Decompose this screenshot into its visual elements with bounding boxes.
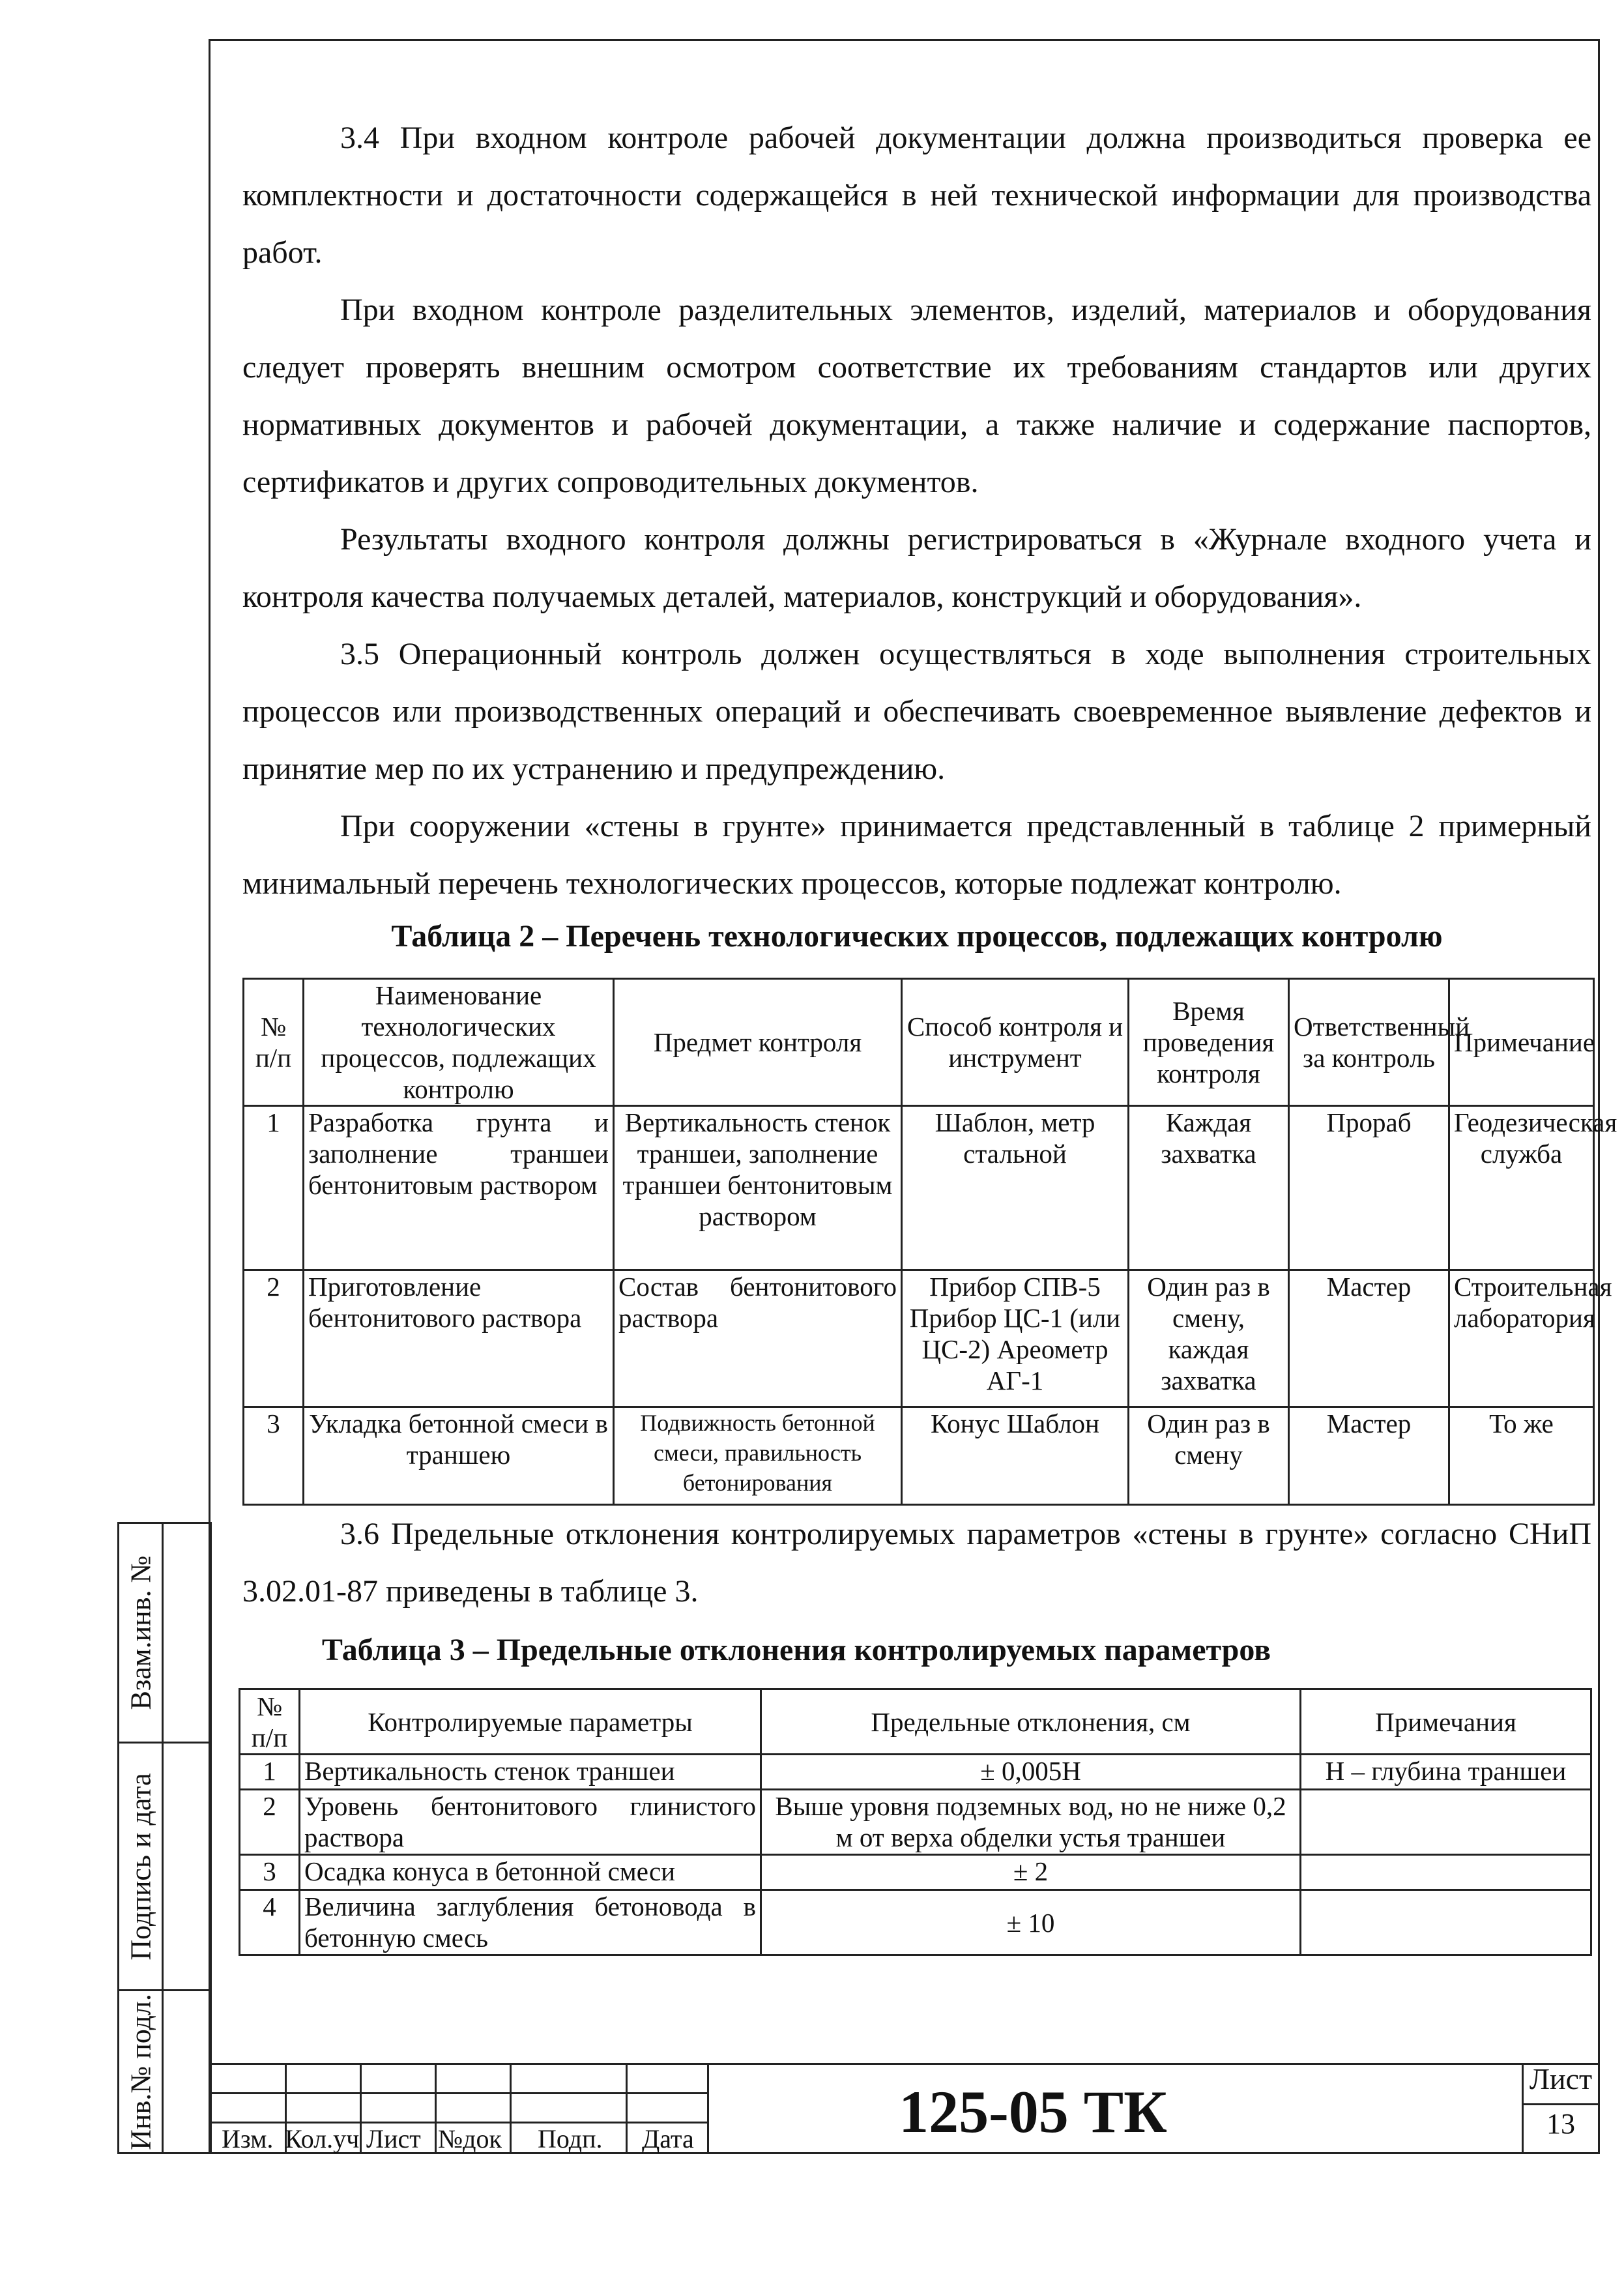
- table2-cell: Подвижность бетонной смеси, правильность бетонирования: [614, 1407, 902, 1505]
- document-code: 125-05 ТК: [899, 2079, 1167, 2145]
- table2-cell: Вертикальность стенок траншеи, заполнение траншеи бентонитовым раствором: [614, 1106, 902, 1270]
- table-row: [240, 1790, 1591, 1855]
- table3-cell: 2: [240, 1790, 300, 1855]
- table2-cell: Один раз в смену: [1129, 1407, 1289, 1505]
- table3-cell: Уровень бентонитового глинистого раствора: [300, 1790, 761, 1855]
- table2-cell: Прибор СПВ-5 Прибор ЦС-1 (или ЦС-2) Ареометр АГ-1: [902, 1270, 1129, 1407]
- table2-cell: Геодезическая служба: [1449, 1106, 1594, 1270]
- paragraph: 3.4 При входном контроле рабочей документации должна производиться проверка ее комплектности и достаточности содержащейся в ней технической информации для производства работ.: [242, 121, 1591, 270]
- side-stamp-inv-label: Инв.№ подл.: [124, 1993, 156, 2150]
- table2-cell: Укладка бетонной смеси в траншею: [304, 1407, 614, 1505]
- table2-header-subject: Предмет контроля: [614, 979, 902, 1106]
- table3-header-num: № п/п: [240, 1689, 300, 1755]
- table2-header-time: Время проведения контроля: [1129, 979, 1289, 1106]
- table3-header-notes: Примечания: [1301, 1689, 1591, 1755]
- table2-cell: Конус Шаблон: [902, 1407, 1129, 1505]
- title-block-col-izm: Изм.: [222, 2124, 274, 2153]
- title-block-col-ndok: №док: [438, 2124, 502, 2153]
- table2-cell: Разработка грунта и заполнение траншеи бентонитовым раствором: [304, 1106, 614, 1270]
- paragraph: При сооружении «стены в грунте» принимается представленный в таблице 2 примерный минимальный перечень технологических процессов, которые подлежат контролю.: [242, 809, 1591, 901]
- side-stamp-vzam-label: Взам.инв. №: [124, 1555, 156, 1710]
- side-stamp: [117, 1522, 212, 2154]
- table2-cell: Шаблон, метр стальной: [902, 1106, 1129, 1270]
- table2-header-num: № п/п: [244, 979, 304, 1106]
- table3-cell: H – глубина траншеи: [1301, 1755, 1591, 1790]
- side-stamp-vzam: [117, 1522, 212, 1744]
- table2-cell: Мастер: [1289, 1270, 1449, 1407]
- table2-caption: Таблица 2 – Перечень технологических процессов, подлежащих контролю: [391, 919, 1443, 954]
- title-block-col-kol: Кол.уч: [285, 2124, 360, 2153]
- table3-cell: ± 10: [761, 1890, 1301, 1955]
- table2-cell: Прораб: [1289, 1106, 1449, 1270]
- table3-cell: ± 2: [761, 1855, 1301, 1890]
- table3-cell: Величина заглубления бетоновода в бетонную смесь: [300, 1890, 761, 1955]
- table2-header-note: Примечание: [1449, 979, 1594, 1106]
- table3-cell: [1301, 1855, 1591, 1890]
- title-block-col-podp: Подп.: [538, 2124, 603, 2153]
- table3-cell: 3: [240, 1855, 300, 1890]
- table2-cell: Каждая захватка: [1129, 1106, 1289, 1270]
- table2-cell: 2: [244, 1270, 304, 1407]
- table3-header-deviation: Предельные отклонения, см: [761, 1689, 1301, 1755]
- table-row: [244, 1270, 1594, 1407]
- table2-cell: То же: [1449, 1407, 1594, 1505]
- table3-cell: 4: [240, 1890, 300, 1955]
- sheet-number: 13: [1546, 2108, 1575, 2140]
- paragraph: Результаты входного контроля должны регистрироваться в «Журнале входного учета и контроля качества получаемых деталей, материалов, конструкций и оборудования».: [242, 522, 1591, 614]
- table3-cell: Осадка конуса в бетонной смеси: [300, 1855, 761, 1890]
- side-stamp-podpis: [117, 1742, 212, 1991]
- side-stamp-podpis-label: Подпись и дата: [124, 1772, 156, 1961]
- table2-header-process: Наименование технологических процессов, подлежащих контролю: [304, 979, 614, 1106]
- table3-cell: Вертикальность стенок траншеи: [300, 1755, 761, 1790]
- paragraph: 3.6 Предельные отклонения контролируемых параметров «стены в грунте» согласно СНиП 3.02.01-87 приведены в таблице 3.: [242, 1517, 1591, 1609]
- table2-cell: Мастер: [1289, 1407, 1449, 1505]
- table2-cell: 3: [244, 1407, 304, 1505]
- table2-cell: Приготовление бентонитового раствора: [304, 1270, 614, 1407]
- table-row: [244, 1106, 1594, 1270]
- table-row: [240, 1755, 1591, 1790]
- table2-cell: 1: [244, 1106, 304, 1270]
- table3-cell: [1301, 1790, 1591, 1855]
- paragraph: 3.5 Операционный контроль должен осуществляться в ходе выполнения строительных процессов или производственных операций и обеспечивать своевременное выявление дефектов и принятие мер по их устранению и предупреждению.: [242, 637, 1591, 786]
- table3-cell: ± 0,005H: [761, 1755, 1301, 1790]
- table3-header-row: [240, 1689, 1591, 1755]
- table-row: [240, 1855, 1591, 1890]
- table3-caption: Таблица 3 – Предельные отклонения контролируемых параметров: [321, 1633, 1271, 1667]
- title-block-col-list: Лист: [366, 2124, 421, 2153]
- table2-header-row: [244, 979, 1594, 1106]
- table3-cell: Выше уровня подземных вод, но не ниже 0,2 м от верха обделки устья траншеи: [761, 1790, 1301, 1855]
- title-block: [209, 2063, 1600, 2154]
- title-block-col-data: Дата: [642, 2124, 694, 2153]
- table2-cell: Состав бентонитового раствора: [614, 1270, 902, 1407]
- paragraph-3-6-block: [242, 1506, 1591, 1620]
- document-body: [242, 109, 1591, 912]
- table3-cell: [1301, 1890, 1591, 1955]
- sheet-label: Лист: [1529, 2062, 1593, 2095]
- table2: [242, 978, 1617, 1506]
- table2-header-responsible: Ответственный за контроль: [1289, 979, 1449, 1106]
- table2-cell: Один раз в смену, каждая захватка: [1129, 1270, 1289, 1407]
- table3: [239, 1688, 1592, 1956]
- table3-header-params: Контролируемые параметры: [300, 1689, 761, 1755]
- paragraph: При входном контроле разделительных элементов, изделий, материалов и оборудования следует проверять внешним осмотром соответствие их требованиям стандартов или других нормативных документов и рабочей документации, а также наличие и содержание паспортов, сертификатов и других сопроводительных документов.: [242, 293, 1591, 499]
- table-row: [244, 1407, 1594, 1505]
- table3-cell: 1: [240, 1755, 300, 1790]
- side-stamp-inv: [117, 1989, 212, 2154]
- table2-cell: Строительная лаборатория: [1449, 1270, 1594, 1407]
- table2-header-method: Способ контроля и инструмент: [902, 979, 1129, 1106]
- table-row: [240, 1890, 1591, 1955]
